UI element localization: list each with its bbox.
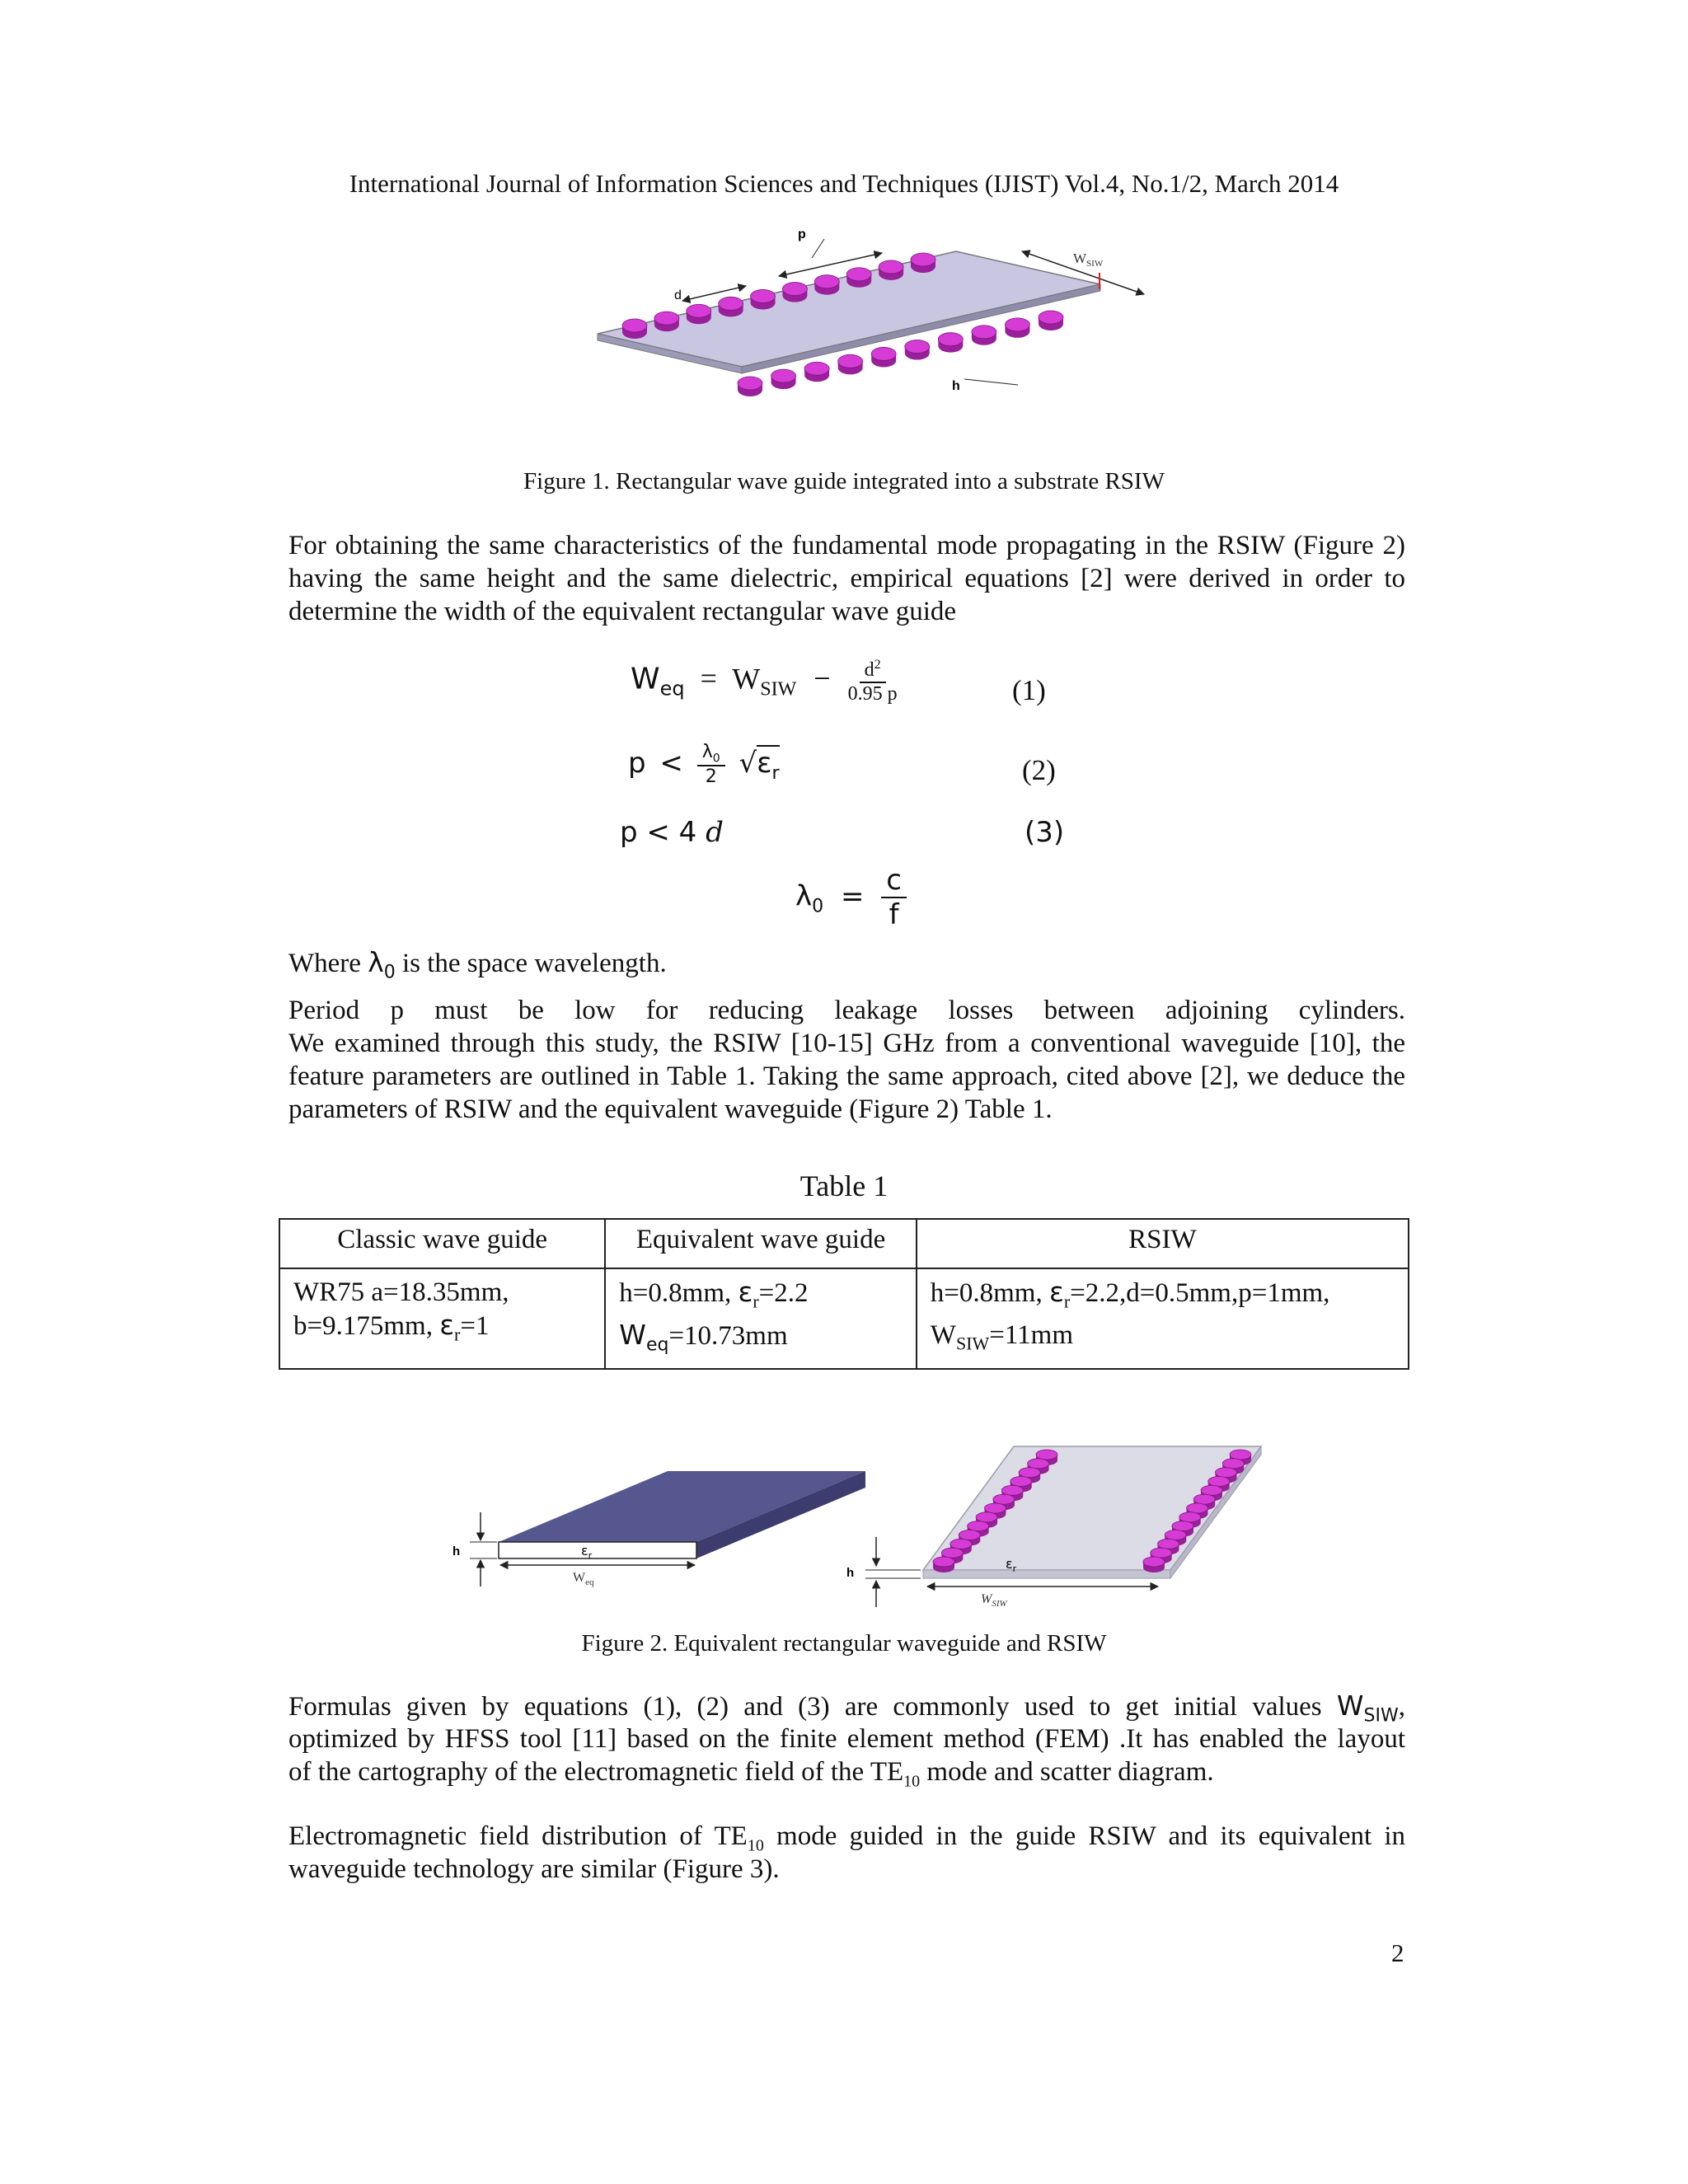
cell-equivalent: h=0.8mm, $\varepsilon_r=2.2$ $W_{eq}=10.73mm$: [605, 1268, 916, 1369]
via-cylinder: [687, 304, 711, 324]
label-epsilon-r: $\varepsilon_r$: [581, 1543, 593, 1561]
table-header-rsiw: RSIW: [917, 1219, 1409, 1268]
paragraph-formulas-line-3: of the cartography of the electromagnetic field of the $TE_{10}$ mode and scatter diagram.: [288, 1757, 1214, 1791]
cell-classic: WR75 a=18.35mm, b=9.175mm, $\varepsilon_r=1$: [279, 1268, 605, 1369]
page-number: 2: [1391, 1938, 1404, 1967]
equation-1-number: (1): [1012, 674, 1046, 706]
equation-1: $W_{eq} = W_{SIW}$ − $\frac{d^2}{0.95 p}$: [631, 658, 898, 705]
via-cylinder: [782, 283, 807, 302]
via-cylinder: [1143, 1557, 1165, 1572]
via-cylinder: [838, 354, 863, 374]
label-h: h: [452, 1544, 461, 1558]
label-wsiw: $W_{SIW}$: [981, 1592, 1007, 1609]
leader-p: [812, 239, 824, 258]
paragraph-field-line-1: Electromagnetic field distribution of $TE_{10}$ mode guided in the guide RSIW and its equivalent in: [288, 1821, 1405, 1855]
via-cylinder: [738, 377, 762, 396]
table-header-equivalent: Equivalent wave guide: [605, 1219, 916, 1268]
label-d: d: [674, 288, 682, 302]
paragraph-field-line-2: waveguide technology are similar (Figure 3).: [288, 1854, 780, 1884]
via-cylinder: [751, 289, 776, 309]
equation-4: $\lambda_0$ = $\frac{c}{f}$: [795, 864, 907, 931]
rsiw-substrate-front: [923, 1570, 1170, 1578]
via-cylinder: [879, 260, 903, 280]
via-cylinder: [654, 312, 679, 331]
table-1-title: Table 1: [799, 1169, 889, 1202]
via-cylinder: [814, 275, 839, 295]
via-cylinder: [846, 268, 871, 288]
leader-h: [964, 379, 1018, 385]
paragraph-intro: For obtaining the same characteristics of the fundamental mode propagating in the RSIW (Figure 2) having the same height and the same dielectric, empirical equations [2] were derived in order to determine the width of the equivalent rectangular wave guide: [288, 531, 1405, 626]
via-cylinder: [905, 340, 930, 360]
via-cylinder: [1005, 318, 1029, 338]
via-cylinder: [771, 369, 796, 389]
via-cylinder: [933, 1557, 954, 1572]
label-h: h: [952, 379, 960, 393]
equation-2: p < $\frac{\lambda_0}{2}$ $√\varepsilon_r$: [628, 742, 780, 788]
substrate-top-face: [598, 251, 1100, 367]
label-weq: $W_{eq}$: [573, 1571, 594, 1587]
via-cylinder: [911, 253, 935, 273]
equation-2-number: (2): [1022, 754, 1056, 786]
via-cylinder: [871, 347, 896, 367]
paragraph-period-rest: We examined through this study, the RSIW [10-15] GHz from a conventional waveguide [10], the feature parameters are outlined in Table 1. Taking the same approach, cited above [2], we deduce the parameters of RSIW and the equivalent waveguide (Figure 2) Table 1.: [288, 1029, 1405, 1124]
table-1: [279, 1218, 1409, 1370]
equation-3: p < 4 d: [620, 816, 724, 849]
via-cylinder: [804, 362, 829, 382]
sqrt-radicand: $\varepsilon_r$: [757, 747, 780, 784]
label-p: p: [798, 227, 806, 241]
figure-1-caption: Figure 1. Rectangular wave guide integrated into a substrate RSIW: [523, 468, 1165, 494]
paragraph-formulas-line-2: optimized by HFSS tool [11] based on the finite element method (FEM) .It has enabled the layout: [288, 1724, 1405, 1754]
table-header-row: [279, 1219, 1409, 1268]
figure-2-caption: Figure 2. Equivalent rectangular waveguide and RSIW: [581, 1630, 1107, 1657]
via-cylinder: [1039, 311, 1063, 330]
via-cylinder: [622, 319, 647, 339]
paragraph-formulas-line-1: Formulas given by equations (1), (2) and (3) are commonly used to get initial values $W_{SIW}$,: [288, 1690, 1405, 1727]
waveguide-front-face: [499, 1542, 696, 1558]
table-row: [279, 1268, 1409, 1369]
via-cylinder: [938, 333, 963, 353]
label-epsilon-r: $\varepsilon_r$: [1006, 1556, 1017, 1574]
label-h: h: [846, 1566, 855, 1580]
figure-1-rsiw-diagram: [577, 218, 1170, 416]
figure-2-equivalent-waveguide: [449, 1463, 878, 1595]
figure-2-rsiw: [845, 1438, 1282, 1615]
running-header: International Journal of Information Sciences and Techniques (IJIST) Vol.4, No.1/2, March 2014: [349, 169, 1339, 198]
via-cylinder: [719, 297, 743, 316]
equation-3-number: (3): [1025, 816, 1065, 849]
via-cylinder: [972, 326, 996, 345]
label-wsiw: $W_{SIW}$: [1073, 251, 1104, 269]
where-line: Where $\lambda_0$ is the space wavelength.: [288, 946, 667, 983]
paragraph-period-line-1: Period p must be low for reducing leakage losses between adjoining cylinders.: [288, 996, 1405, 1025]
table-header-classic: Classic wave guide: [279, 1219, 605, 1268]
cell-rsiw: h=0.8mm, $\varepsilon_r=2.2,d=0.5mm,p=1mm$, $W_{SIW}=11mm$: [917, 1268, 1409, 1369]
